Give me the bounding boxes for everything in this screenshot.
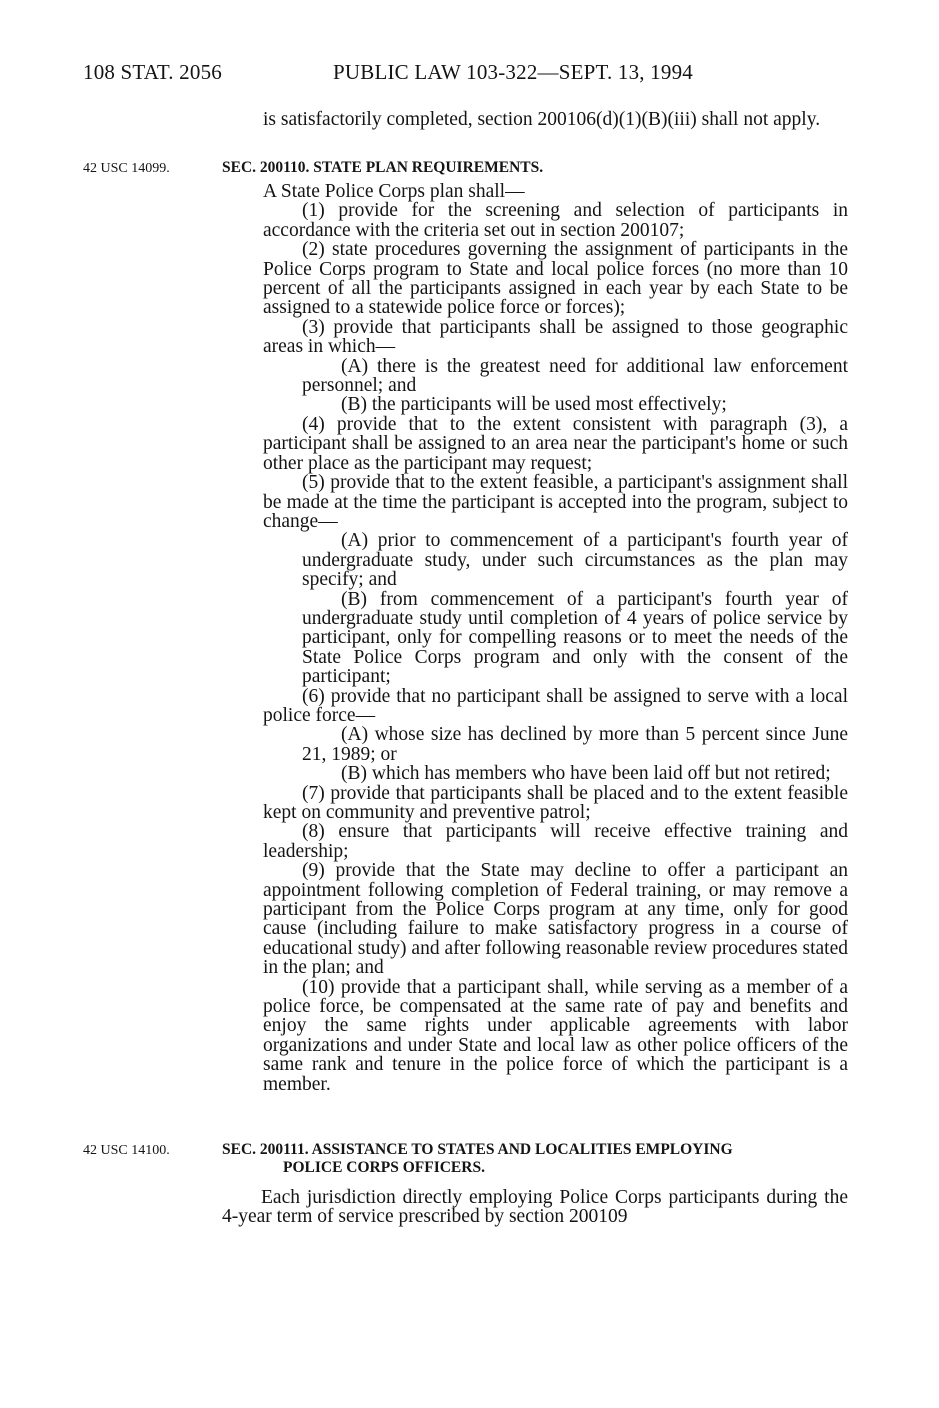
section-200111-body (222, 1188, 848, 1227)
item-5-b: (B) from commencement of a participant's fourth year of undergraduate study until completion of 4 years of police service by participant, only for compelling reasons or to meet the needs of the State Police Corps program and only with the consent of the participant; (302, 588, 848, 688)
plan-lead: A State Police Corps plan shall— (263, 181, 525, 202)
law-title: PUBLIC LAW 103-322—SEPT. 13, 1994 (333, 60, 693, 84)
section-200111-heading-line1: SEC. 200111. ASSISTANCE TO STATES AND LOCALITIES EMPLOYING (222, 1141, 733, 1158)
item-8: (8) ensure that participants will receive effective training and leadership; (263, 821, 848, 862)
item-5: (5) provide that to the extent feasible, a participant's assignment shall be made at the time the participant is accepted into the program, subject to change— (263, 472, 848, 532)
section-200110-body (263, 182, 848, 1094)
item-4: (4) provide that to the extent consistent with paragraph (3), a participant shall be assigned to an area near the participant's home or such other place as the participant may request; (263, 413, 848, 474)
item-3-b: (B) the participants will be used most effectively; (341, 394, 727, 416)
section-200110-heading: SEC. 200110. STATE PLAN REQUIREMENTS. (222, 159, 544, 176)
page-reference: 108 STAT. 2056 (83, 60, 222, 84)
item-7: (7) provide that participants shall be placed and to the extent feasible kept on community and preventive patrol; (263, 782, 848, 823)
margin-note-14099: 42 USC 14099. (83, 161, 170, 176)
continuation-paragraph (263, 110, 848, 129)
section-200111-heading-line2: POLICE CORPS OFFICERS. (283, 1159, 485, 1176)
section-200111-paragraph: Each jurisdiction directly employing Police Corps participants during the 4-year term of service prescribed by section 200109 (222, 1187, 848, 1228)
item-1: (1) provide for the screening and selection of participants in accordance with the criteria set out in section 200107; (263, 200, 848, 241)
margin-note-14100: 42 USC 14100. (83, 1143, 170, 1158)
item-3-a: (A) there is the greatest need for additional law enforcement personnel; and (302, 355, 848, 397)
item-3: (3) provide that participants shall be assigned to those geographic areas in which— (263, 316, 848, 358)
item-9: (9) provide that the State may decline to offer a participant an appointment following completion of Federal training, or may remove a participant from the Police Corps program at any time, only for good cause (including failure to make satisfactory progress in a course of educational study) and after following reasonable review procedures stated in the plan; and (263, 860, 848, 979)
item-5-a: (A) prior to commencement of a participant's fourth year of undergraduate study, under such circumstances as the plan may specify; and (302, 530, 848, 591)
section-200111-heading (222, 1141, 852, 1177)
item-2: (2) state procedures governing the assignment of participants in the Police Corps program to State and local police forces (no more than 10 percent of all the participants assigned in each year by each State to be assigned to a statewide police force or forces); (263, 239, 848, 319)
item-6: (6) provide that no participant shall be assigned to serve with a local police force— (263, 685, 848, 726)
item-10: (10) provide that a participant shall, while serving as a member of a police force, be compensated at the same rate of pay and benefits and enjoy the same rights under applicable agreements with labor organizations and under State and local law as other police officers of the same rank and tenure in the police force of which the participant is a member. (263, 976, 848, 1095)
item-6-a: (A) whose size has declined by more than 5 percent since June 21, 1989; or (302, 724, 848, 765)
item-6-b: (B) which has members who have been laid off but not retired; (341, 763, 831, 785)
continuation-text: is satisfactorily completed, section 200106(d)(1)(B)(iii) shall not apply. (263, 109, 821, 130)
